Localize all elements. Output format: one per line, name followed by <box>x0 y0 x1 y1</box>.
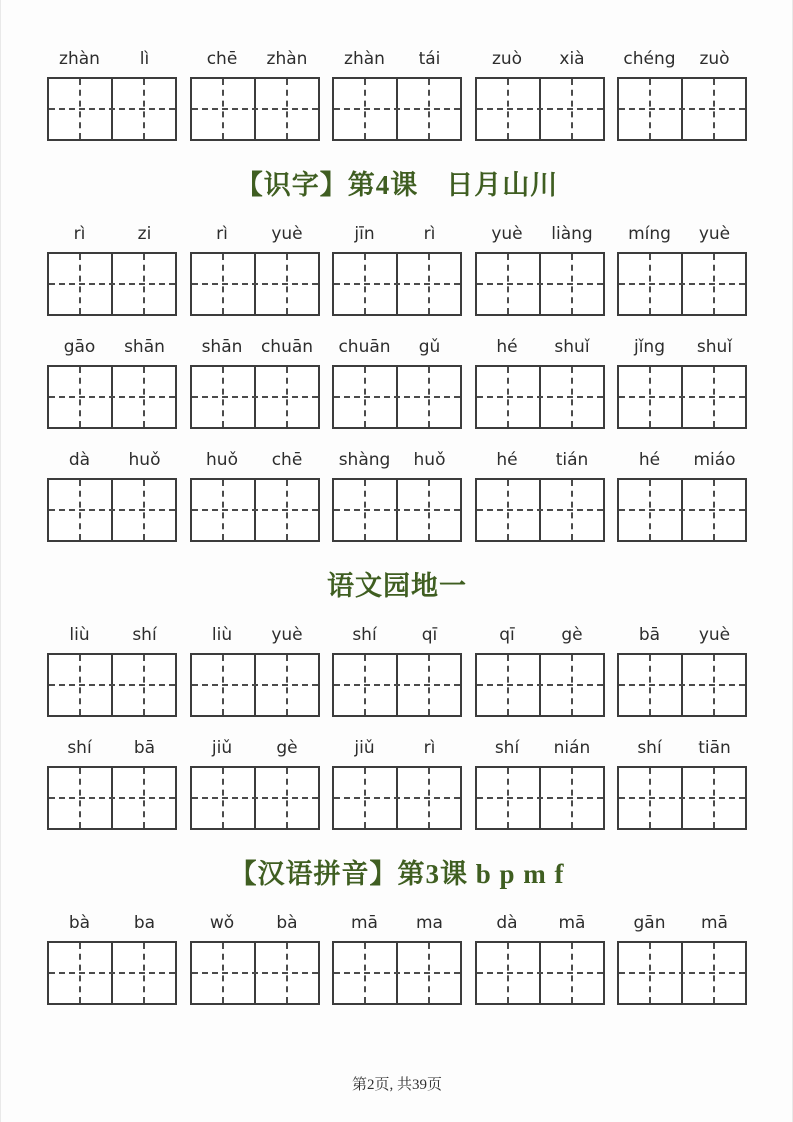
pinyin-syllable: jīn <box>354 224 375 244</box>
pinyin-syllable: shuǐ <box>554 337 590 357</box>
pinyin-syllable: gè <box>561 625 583 645</box>
tianzige-cell <box>254 480 318 540</box>
word-group <box>475 447 605 542</box>
tianzige-box <box>47 365 177 429</box>
word-group <box>47 46 177 141</box>
pinyin-syllable: shàng <box>338 450 391 470</box>
tianzige-box <box>47 653 177 717</box>
pinyin-pair <box>190 334 320 358</box>
tianzige-cell <box>111 367 175 427</box>
pinyin-syllable: rì <box>73 224 86 244</box>
tianzige-cell <box>681 768 745 828</box>
tianzige-cell <box>619 655 681 715</box>
pinyin-syllable: gāo <box>63 337 96 357</box>
pinyin-grid-row <box>47 46 747 141</box>
word-group <box>47 910 177 1005</box>
tianzige-cell <box>192 768 254 828</box>
word-group <box>190 221 320 316</box>
tianzige-cell <box>111 480 175 540</box>
pinyin-syllable: zuò <box>699 49 730 69</box>
pinyin-pair <box>190 735 320 759</box>
pinyin-syllable: jiǔ <box>354 738 375 758</box>
pinyin-syllable: qī <box>421 625 438 645</box>
tianzige-cell <box>192 480 254 540</box>
pinyin-syllable: gān <box>633 913 666 933</box>
pinyin-syllable: liàng <box>551 224 593 244</box>
pinyin-syllable: yuè <box>271 625 303 645</box>
tianzige-box <box>332 77 462 141</box>
pinyin-syllable: yuè <box>698 224 731 244</box>
tianzige-cell <box>396 768 460 828</box>
tianzige-cell <box>477 79 539 139</box>
pinyin-pair <box>475 447 605 471</box>
word-group <box>617 910 747 1005</box>
tianzige-cell <box>334 480 396 540</box>
tianzige-cell <box>396 480 460 540</box>
word-group <box>190 622 320 717</box>
pinyin-syllable: tái <box>418 49 441 69</box>
tianzige-cell <box>619 367 681 427</box>
tianzige-box <box>190 941 320 1005</box>
word-group <box>47 221 177 316</box>
pinyin-syllable: dà <box>68 450 91 470</box>
pinyin-syllable: wǒ <box>209 913 235 933</box>
tianzige-box <box>190 766 320 830</box>
pinyin-syllable: zhàn <box>266 49 308 69</box>
pinyin-pair <box>475 334 605 358</box>
tianzige-box <box>190 77 320 141</box>
tianzige-box <box>332 653 462 717</box>
word-group <box>475 46 605 141</box>
tianzige-cell <box>539 768 603 828</box>
pinyin-pair <box>47 735 177 759</box>
word-group <box>617 447 747 542</box>
pinyin-syllable: rì <box>423 224 436 244</box>
tianzige-box <box>617 766 747 830</box>
tianzige-cell <box>539 254 603 314</box>
tianzige-cell <box>49 943 111 1003</box>
tianzige-box <box>47 941 177 1005</box>
pinyin-syllable: chuān <box>260 337 314 357</box>
tianzige-box <box>475 77 605 141</box>
pinyin-syllable: mā <box>351 913 378 933</box>
tianzige-cell <box>477 655 539 715</box>
word-group <box>475 910 605 1005</box>
pinyin-syllable: chē <box>206 49 238 69</box>
tianzige-cell <box>334 655 396 715</box>
pinyin-syllable: jiǔ <box>211 738 233 758</box>
pinyin-pair <box>475 221 605 245</box>
tianzige-cell <box>477 943 539 1003</box>
page-footer: 第2页, 共39页 <box>351 1077 442 1093</box>
pinyin-pair <box>475 910 605 934</box>
tianzige-box <box>475 941 605 1005</box>
word-group <box>332 735 462 830</box>
word-group <box>332 447 462 542</box>
pinyin-pair <box>190 46 320 70</box>
pinyin-syllable: shān <box>201 337 243 357</box>
pinyin-grid-row <box>47 622 747 717</box>
tianzige-cell <box>334 79 396 139</box>
pinyin-syllable: nián <box>553 738 591 758</box>
tianzige-cell <box>49 480 111 540</box>
pinyin-syllable: lì <box>139 49 150 69</box>
pinyin-syllable: hé <box>496 337 518 357</box>
tianzige-cell <box>539 943 603 1003</box>
tianzige-cell <box>477 367 539 427</box>
pinyin-syllable: zhàn <box>59 49 100 69</box>
pinyin-pair <box>617 447 747 471</box>
tianzige-box <box>617 941 747 1005</box>
pinyin-pair <box>190 221 320 245</box>
pinyin-syllable: bā <box>133 738 156 758</box>
tianzige-cell <box>111 655 175 715</box>
pinyin-syllable: qī <box>499 625 515 645</box>
pinyin-syllable: rì <box>423 738 436 758</box>
pinyin-pair <box>332 622 462 646</box>
word-group <box>47 447 177 542</box>
tianzige-cell <box>539 655 603 715</box>
pinyin-pair <box>47 46 177 70</box>
tianzige-box <box>617 252 747 316</box>
pinyin-pair <box>617 910 747 934</box>
pinyin-pair <box>617 735 747 759</box>
tianzige-box <box>475 653 605 717</box>
tianzige-cell <box>619 480 681 540</box>
pinyin-syllable: shān <box>124 337 165 357</box>
word-group <box>617 622 747 717</box>
tianzige-cell <box>396 79 460 139</box>
tianzige-cell <box>539 480 603 540</box>
pinyin-syllable: huǒ <box>413 450 446 470</box>
tianzige-cell <box>192 943 254 1003</box>
pinyin-syllable: dà <box>496 913 518 933</box>
tianzige-cell <box>49 79 111 139</box>
tianzige-cell <box>254 367 318 427</box>
pinyin-syllable: míng <box>628 224 671 244</box>
word-group <box>332 910 462 1005</box>
tianzige-cell <box>49 254 111 314</box>
word-group <box>190 46 320 141</box>
tianzige-cell <box>681 480 745 540</box>
tianzige-cell <box>539 79 603 139</box>
word-group <box>617 46 747 141</box>
tianzige-box <box>617 653 747 717</box>
tianzige-cell <box>49 655 111 715</box>
pinyin-pair <box>47 622 177 646</box>
tianzige-cell <box>334 768 396 828</box>
pinyin-pair <box>332 447 462 471</box>
tianzige-cell <box>192 254 254 314</box>
word-group <box>47 622 177 717</box>
tianzige-cell <box>111 254 175 314</box>
pinyin-syllable: tián <box>555 450 589 470</box>
tianzige-cell <box>681 367 745 427</box>
pinyin-pair <box>332 910 462 934</box>
tianzige-box <box>617 77 747 141</box>
pinyin-syllable: shí <box>637 738 662 758</box>
tianzige-cell <box>619 943 681 1003</box>
pinyin-syllable: zuò <box>491 49 523 69</box>
pinyin-syllable: tiān <box>698 738 731 758</box>
word-group <box>332 622 462 717</box>
tianzige-cell <box>396 655 460 715</box>
tianzige-cell <box>254 254 318 314</box>
word-group <box>47 334 177 429</box>
tianzige-cell <box>477 480 539 540</box>
tianzige-box <box>332 766 462 830</box>
tianzige-box <box>475 365 605 429</box>
pinyin-grid-row <box>47 735 747 830</box>
tianzige-box <box>475 252 605 316</box>
pinyin-syllable: chē <box>271 450 303 470</box>
pinyin-pair <box>332 334 462 358</box>
tianzige-box <box>617 478 747 542</box>
tianzige-cell <box>681 254 745 314</box>
pinyin-syllable: shí <box>494 738 520 758</box>
word-group <box>190 334 320 429</box>
tianzige-box <box>332 478 462 542</box>
word-group <box>475 622 605 717</box>
tianzige-cell <box>334 254 396 314</box>
tianzige-cell <box>192 655 254 715</box>
tianzige-cell <box>619 768 681 828</box>
word-group <box>617 735 747 830</box>
pinyin-pair <box>475 46 605 70</box>
pinyin-pair <box>332 221 462 245</box>
pinyin-syllable: shí <box>132 625 157 645</box>
pinyin-syllable: jǐng <box>633 337 665 357</box>
pinyin-grid-row <box>47 221 747 316</box>
tianzige-cell <box>619 79 681 139</box>
pinyin-syllable: rì <box>216 224 228 244</box>
tianzige-box <box>617 365 747 429</box>
word-group <box>617 221 747 316</box>
pinyin-pair <box>475 735 605 759</box>
pinyin-grid-row <box>47 910 747 1005</box>
tianzige-box <box>47 766 177 830</box>
tianzige-cell <box>334 943 396 1003</box>
pinyin-syllable: hé <box>638 450 661 470</box>
tianzige-cell <box>681 943 745 1003</box>
pinyin-pair <box>475 622 605 646</box>
tianzige-cell <box>254 655 318 715</box>
tianzige-cell <box>396 367 460 427</box>
word-group <box>332 221 462 316</box>
tianzige-box <box>475 766 605 830</box>
pinyin-pair <box>190 622 320 646</box>
tianzige-box <box>190 653 320 717</box>
tianzige-cell <box>254 943 318 1003</box>
pinyin-syllable: shí <box>67 738 92 758</box>
tianzige-cell <box>254 768 318 828</box>
tianzige-cell <box>111 79 175 139</box>
pinyin-syllable: ba <box>133 913 156 933</box>
tianzige-box <box>47 252 177 316</box>
pinyin-pair <box>617 221 747 245</box>
section-heading: 【识字】第4课 日月山川 <box>235 170 559 200</box>
pinyin-grid-row <box>47 334 747 429</box>
pinyin-grid-row <box>47 447 747 542</box>
pinyin-syllable: shuǐ <box>696 337 733 357</box>
pinyin-pair <box>332 46 462 70</box>
tianzige-cell <box>334 367 396 427</box>
pinyin-pair <box>190 447 320 471</box>
section-heading: 语文园地一 <box>327 571 467 601</box>
word-group <box>332 46 462 141</box>
pinyin-syllable: yuè <box>698 625 731 645</box>
tianzige-cell <box>192 367 254 427</box>
word-group <box>332 334 462 429</box>
word-group <box>475 221 605 316</box>
pinyin-syllable: yuè <box>491 224 523 244</box>
pinyin-pair <box>617 622 747 646</box>
word-group <box>617 334 747 429</box>
tianzige-box <box>332 365 462 429</box>
pinyin-syllable: ma <box>416 913 443 933</box>
pinyin-syllable: gǔ <box>418 337 441 357</box>
pinyin-syllable: yuè <box>271 224 303 244</box>
pinyin-syllable: zhàn <box>344 49 385 69</box>
tianzige-cell <box>111 768 175 828</box>
word-group <box>47 735 177 830</box>
tianzige-box <box>47 478 177 542</box>
pinyin-pair <box>47 221 177 245</box>
worksheet-content <box>47 46 747 1005</box>
tianzige-cell <box>681 79 745 139</box>
pinyin-syllable: chuān <box>338 337 391 357</box>
tianzige-box <box>190 252 320 316</box>
word-group <box>190 447 320 542</box>
tianzige-cell <box>477 254 539 314</box>
tianzige-box <box>47 77 177 141</box>
word-group <box>475 735 605 830</box>
tianzige-cell <box>192 79 254 139</box>
pinyin-syllable: bà <box>68 913 91 933</box>
pinyin-syllable: hé <box>496 450 518 470</box>
worksheet-page <box>1 0 792 1122</box>
pinyin-syllable: liù <box>211 625 233 645</box>
pinyin-syllable: zi <box>137 224 152 244</box>
tianzige-box <box>190 365 320 429</box>
tianzige-cell <box>111 943 175 1003</box>
tianzige-box <box>475 478 605 542</box>
tianzige-cell <box>619 254 681 314</box>
tianzige-cell <box>49 768 111 828</box>
word-group <box>475 334 605 429</box>
tianzige-cell <box>396 254 460 314</box>
pinyin-syllable: mā <box>558 913 586 933</box>
word-group <box>190 735 320 830</box>
pinyin-pair <box>47 334 177 358</box>
pinyin-syllable: gè <box>276 738 298 758</box>
pinyin-pair <box>47 910 177 934</box>
section-heading: 【汉语拼音】第3课 b p m f <box>229 859 565 889</box>
pinyin-syllable: huǒ <box>206 450 238 470</box>
tianzige-cell <box>477 768 539 828</box>
pinyin-pair <box>617 334 747 358</box>
pinyin-syllable: xià <box>559 49 585 69</box>
pinyin-syllable: bā <box>638 625 661 645</box>
tianzige-cell <box>49 367 111 427</box>
pinyin-syllable: liù <box>69 625 90 645</box>
tianzige-box <box>332 941 462 1005</box>
pinyin-pair <box>617 46 747 70</box>
tianzige-cell <box>681 655 745 715</box>
tianzige-cell <box>396 943 460 1003</box>
pinyin-syllable: huǒ <box>128 450 161 470</box>
word-group <box>190 910 320 1005</box>
pinyin-pair <box>47 447 177 471</box>
tianzige-cell <box>539 367 603 427</box>
pinyin-syllable: miáo <box>693 450 736 470</box>
pinyin-syllable: chéng <box>623 49 676 69</box>
tianzige-box <box>190 478 320 542</box>
pinyin-syllable: shí <box>352 625 377 645</box>
pinyin-syllable: mā <box>701 913 728 933</box>
pinyin-pair <box>332 735 462 759</box>
pinyin-syllable: bà <box>276 913 298 933</box>
tianzige-box <box>332 252 462 316</box>
tianzige-cell <box>254 79 318 139</box>
pinyin-pair <box>190 910 320 934</box>
